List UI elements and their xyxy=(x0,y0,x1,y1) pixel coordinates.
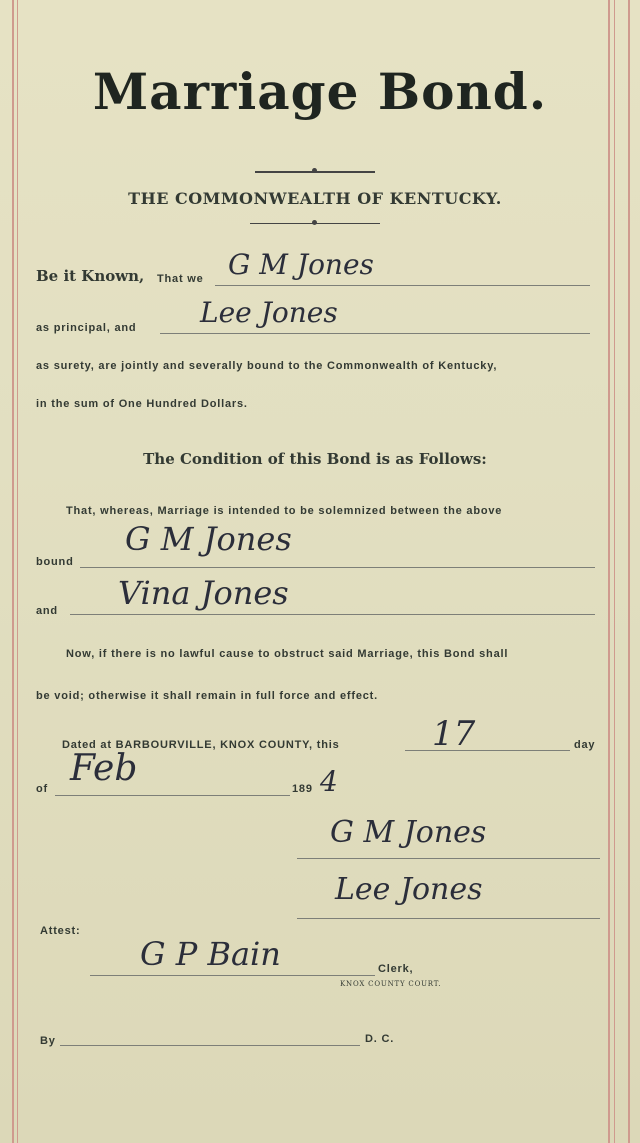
dated-text: Dated at BARBOURVILLE, KNOX COUNTY, this xyxy=(62,739,340,751)
as-principal-label: as principal, and xyxy=(36,322,137,334)
condition-heading: The Condition of this Bond is as Follows: xyxy=(143,450,487,468)
month-line xyxy=(55,795,290,796)
that-we-label: That we xyxy=(157,273,204,285)
by-label: By xyxy=(40,1035,56,1047)
as-surety-text: as surety, are jointly and severally bound to the Commonwealth of Kentucky, xyxy=(36,360,498,372)
principal-signature-line xyxy=(297,858,600,859)
surety-line xyxy=(160,333,590,334)
whereas-text: That, whereas, Marriage is intended to be solemnized between the above xyxy=(66,505,503,517)
right-border-rule-inner xyxy=(614,0,615,1143)
subtitle: THE COMMONWEALTH OF KENTUCKY. xyxy=(128,189,502,208)
surety-name-handwritten: Lee Jones xyxy=(200,296,338,329)
principal-line xyxy=(215,285,590,286)
groom-line xyxy=(80,567,595,568)
court-label: KNOX COUNTY COURT. xyxy=(340,980,442,988)
void-text: be void; otherwise it shall remain in full force and effect. xyxy=(36,690,379,702)
groom-name-handwritten: G M Jones xyxy=(125,520,292,558)
be-it-known-label: Be it Known, xyxy=(36,267,145,285)
bride-name-handwritten: Vina Jones xyxy=(118,574,289,612)
day-label: day xyxy=(574,739,596,751)
dc-label: D. C. xyxy=(365,1033,395,1045)
day-line xyxy=(405,750,570,751)
clerk-label: Clerk, xyxy=(378,963,414,975)
right-border-rule xyxy=(608,0,610,1143)
principal-name-handwritten: G M Jones xyxy=(228,248,374,281)
surety-signature: Lee Jones xyxy=(335,872,483,907)
sum-text: in the sum of One Hundred Dollars. xyxy=(36,398,248,410)
clerk-signature-line xyxy=(90,975,375,976)
bound-label: bound xyxy=(36,556,74,568)
left-border-rule-inner xyxy=(17,0,18,1143)
principal-signature: G M Jones xyxy=(330,815,487,850)
ornament-dot-bottom xyxy=(312,220,317,225)
left-border-rule xyxy=(12,0,14,1143)
surety-signature-line xyxy=(297,918,600,919)
right-border-rule-outer xyxy=(628,0,630,1143)
year-prefix: 189 xyxy=(292,783,313,795)
document-title: Marriage Bond. xyxy=(92,62,548,121)
bride-line xyxy=(70,614,595,615)
clerk-signature: G P Bain xyxy=(140,935,281,973)
ornament-dot-top xyxy=(312,168,317,173)
of-label: of xyxy=(36,783,48,795)
and-label: and xyxy=(36,605,58,617)
day-number-handwritten: 17 xyxy=(432,714,476,754)
month-handwritten: Feb xyxy=(70,748,138,789)
deputy-clerk-line xyxy=(60,1045,360,1046)
year-suffix-handwritten: 4 xyxy=(320,765,338,798)
attest-label: Attest: xyxy=(40,925,81,937)
now-text: Now, if there is no lawful cause to obstruct said Marriage, this Bond shall xyxy=(66,648,509,660)
